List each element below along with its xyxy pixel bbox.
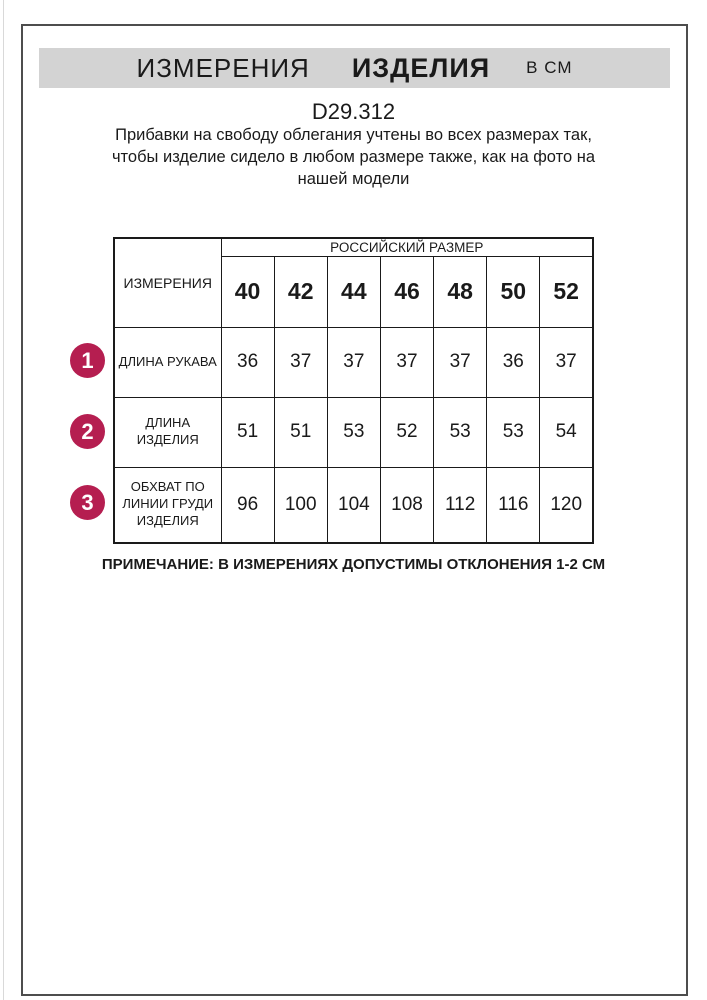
description-line: Прибавки на свободу облегания учтены во всех размерах так, bbox=[115, 126, 592, 144]
row-label: ОБХВАТ ПО ЛИНИИ ГРУДИ ИЗДЕЛИЯ bbox=[114, 467, 221, 543]
measure-value: 36 bbox=[221, 327, 274, 397]
table-row-chest-girth bbox=[114, 467, 593, 543]
title-bar bbox=[39, 48, 670, 88]
measure-value: 37 bbox=[274, 327, 327, 397]
measure-value: 104 bbox=[327, 467, 380, 543]
size-col-header: 48 bbox=[434, 256, 487, 327]
row-label: ДЛИНА РУКАВА bbox=[114, 327, 221, 397]
size-col-header: 52 bbox=[540, 256, 593, 327]
size-col-header: 50 bbox=[487, 256, 540, 327]
size-col-header: 44 bbox=[327, 256, 380, 327]
measure-value: 100 bbox=[274, 467, 327, 543]
measure-value: 120 bbox=[540, 467, 593, 543]
table-row-garment-length bbox=[114, 397, 593, 467]
measure-value: 96 bbox=[221, 467, 274, 543]
measure-value: 37 bbox=[380, 327, 433, 397]
measure-value: 54 bbox=[540, 397, 593, 467]
row-number-badge-1: 1 bbox=[70, 343, 105, 378]
row-number-badge-2: 2 bbox=[70, 414, 105, 449]
measure-value: 53 bbox=[487, 397, 540, 467]
size-col-header: 42 bbox=[274, 256, 327, 327]
measure-value: 116 bbox=[487, 467, 540, 543]
article-code: D29.312 bbox=[311, 99, 396, 124]
measure-value: 37 bbox=[540, 327, 593, 397]
title-product: ИЗДЕЛИЯ bbox=[351, 52, 491, 83]
measure-value: 108 bbox=[380, 467, 433, 543]
description-line: чтобы изделие сидело в любом размере также, как на фото на bbox=[111, 148, 596, 166]
measure-value: 51 bbox=[221, 397, 274, 467]
size-table bbox=[113, 237, 594, 544]
size-col-header: 46 bbox=[380, 256, 433, 327]
measure-value: 37 bbox=[327, 327, 380, 397]
measure-value: 51 bbox=[274, 397, 327, 467]
table-row-sleeve-length bbox=[114, 327, 593, 397]
table-corner-header: ИЗМЕРЕНИЯ bbox=[114, 238, 221, 327]
measure-value: 52 bbox=[380, 397, 433, 467]
measure-value: 37 bbox=[434, 327, 487, 397]
title-measurements: ИЗМЕРЕНИЯ bbox=[136, 52, 310, 83]
measure-value: 53 bbox=[434, 397, 487, 467]
title-unit: В СМ bbox=[526, 58, 573, 77]
measure-value: 36 bbox=[487, 327, 540, 397]
row-label: ДЛИНА ИЗДЕЛИЯ bbox=[114, 397, 221, 467]
description bbox=[0, 124, 707, 190]
measure-value: 112 bbox=[434, 467, 487, 543]
size-col-header: 40 bbox=[221, 256, 274, 327]
row-number-badge-3: 3 bbox=[70, 485, 105, 520]
note-text: ПРИМЕЧАНИЕ: В ИЗМЕРЕНИЯХ ДОПУСТИМЫ ОТКЛОНЕНИЯ 1-2 СМ bbox=[101, 556, 606, 573]
size-group-header: РОССИЙСКИЙ РАЗМЕР bbox=[221, 238, 593, 256]
description-line: нашей модели bbox=[297, 170, 410, 188]
measure-value: 53 bbox=[327, 397, 380, 467]
